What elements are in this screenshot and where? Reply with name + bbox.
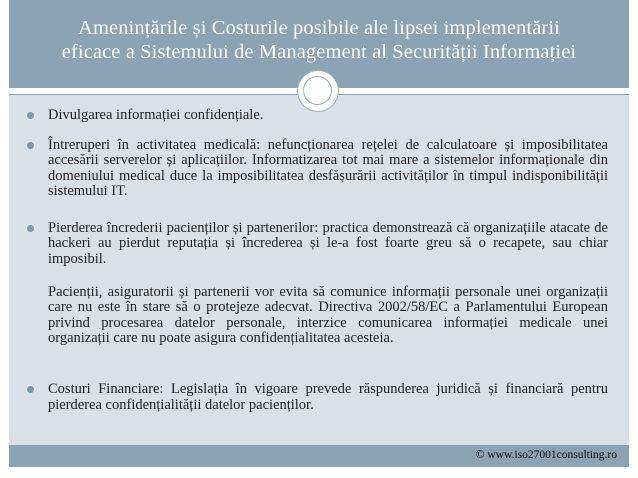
slide-title	[9, 16, 629, 64]
bullet-dot-icon	[27, 225, 34, 232]
title-line-1: Amenințările și Costurile posibile ale lipsei implementării	[78, 17, 560, 39]
bullet-dot-icon	[27, 142, 34, 149]
bullet-text-2: Întreruperi în activitatea medicală: nefuncționarea rețelei de calculatoare și imposibilitatea accesării serverelor și aplicațiilor. Informatizarea tot mai mare a sistemelor informaționale din domeniului medical duce la imposibilitatea desfășurării activităților în timpul indisponibilității sistemului IT.	[48, 136, 608, 199]
circle-ornament-icon	[297, 70, 339, 112]
list-item	[24, 108, 608, 124]
bullet-dot-icon	[27, 386, 34, 393]
list-item	[24, 138, 608, 200]
bullet-text-1: Divulgarea informației confidențiale.	[48, 107, 264, 123]
bullet-text-4: Costuri Financiare: Legislația în vigoare prevede răspunderea juridică și financiară pentru pierderea confidențialității datelor pacienților.	[48, 381, 608, 413]
bullet-dot-icon	[27, 112, 34, 119]
sub-paragraph: Pacienții, asiguratorii și partenerii vor evita să comunice informații personale unei organizații care nu este în stare să o protejeze adecvat. Directiva 2002/58/EC a Parlamentului European privind procesarea datelor personale, interzice comunicarea informației medicale unei organizații care nu poate asigura confidențialitatea acesteia.	[48, 283, 608, 346]
footer-copyright: © www.iso27001consulting.ro	[475, 449, 617, 461]
list-item	[24, 382, 608, 413]
list-item	[24, 221, 608, 268]
title-line-2: eficace a Sistemului de Management al Securității Informației	[61, 41, 577, 63]
inner-circle-ornament-icon	[303, 76, 332, 105]
bullet-text-3: Pierderea încrederii pacienților și partenerilor: practica demonstrează că organizațiile atacate de hackeri au pierdut reputația și încrederea și le-a fost foarte greu să o recapete, sau chiar imposibil.	[48, 219, 608, 267]
footer-bar	[9, 445, 629, 467]
bullet-list	[24, 108, 608, 413]
